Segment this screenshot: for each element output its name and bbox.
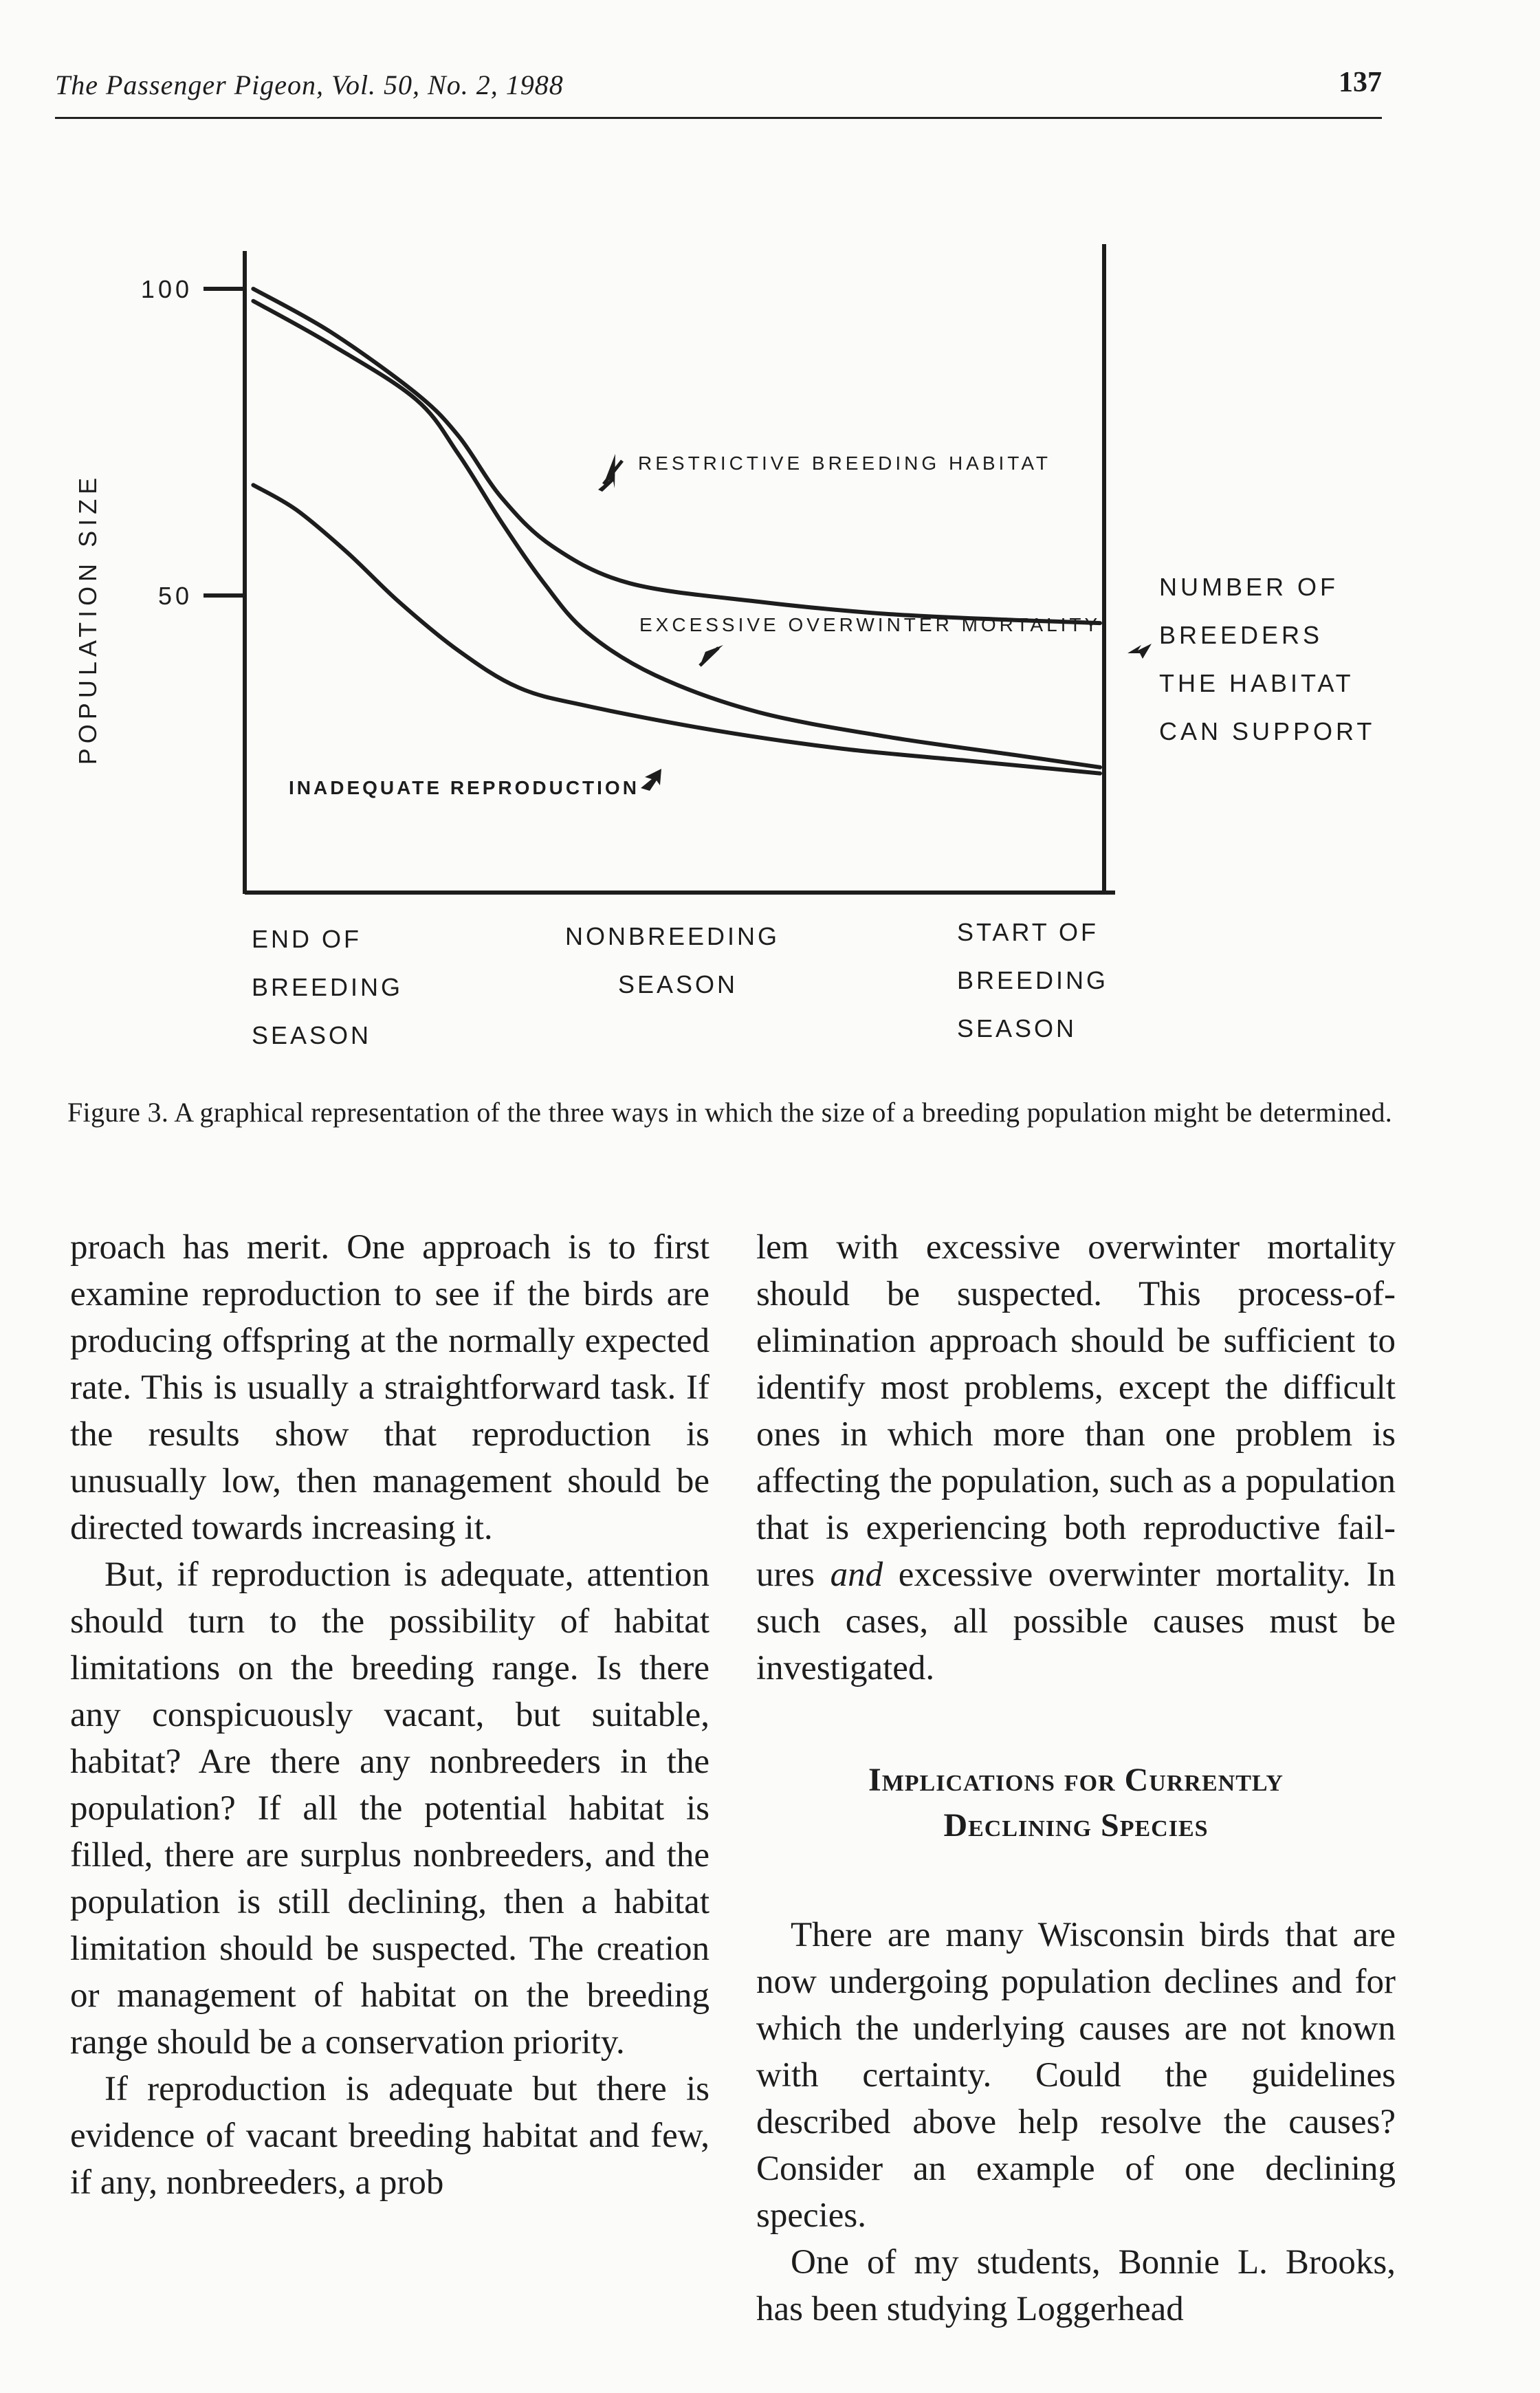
body-column-right — [756, 1224, 1396, 2332]
figure-caption: Figure 3. A graphical representation of the three ways in which the size of a breeding population might be determined. — [67, 1097, 1393, 1128]
x-category-line: SEASON — [957, 1014, 1077, 1042]
side-label-line-1: NUMBER OF — [1159, 573, 1339, 601]
side-label-line-2: BREEDERS — [1159, 621, 1323, 649]
paragraph: One of my students, Bonnie L. Brooks, has been studying Loggerhead — [756, 2243, 1396, 2328]
x-category-line: SEASON — [617, 970, 738, 998]
text-run: excessive overwinter mortality. In such cases, all possible causes must be investigated. — [756, 1555, 1396, 1687]
paragraph: But, if reproduction is adequate, attention should turn to the possibility of habitat limitations on the breeding range. Is there any conspicuously vacant, but suitable, habitat? Are there any nonbreeders in the population? If all the potential habitat is filled, there are surplus nonbreeders, and the population is still declining, then a habitat limitation should be suspected. The creation or management of habitat on the breeding range should be a conservation priority. — [70, 1555, 710, 2062]
series-line-2 — [253, 301, 1100, 767]
side-label-line-4: CAN SUPPORT — [1159, 717, 1376, 745]
x-category-line: BREEDING — [957, 966, 1109, 994]
x-category-line: BREEDING — [252, 973, 404, 1001]
paragraph: If reproduction is adequate but there is evidence of vacant breeding habitat and few, if any, nonbreeders, a prob — [70, 2070, 710, 2202]
carrying-capacity-label — [1128, 573, 1375, 745]
section-heading-line: Implications for Currently — [868, 1762, 1284, 1798]
y-tick-label: 50 — [157, 582, 192, 610]
annotation-reproduction — [289, 769, 661, 798]
section-heading — [756, 1758, 1396, 1848]
x-category-end-of-breeding — [252, 925, 403, 1049]
population-chart — [0, 0, 1540, 1073]
side-label-line-3: THE HABITAT — [1159, 669, 1354, 697]
annotation-overwinter — [639, 614, 1101, 666]
y-axis-label: POPULATION SIZE — [74, 472, 102, 765]
paragraph: proach has merit. One approach is to first examine reproduction to see if the birds are producing offspring at the normally expected rate. This is usually a straightforward task. If the results show that reproduction is unusually low, then management should be directed towards increasing it. — [70, 1228, 710, 1547]
text-run: lem with excessive overwinter mortality should be suspected. This process-of-elimination approach should be sufficient to identify most problems, except the difficult ones in which more than one problem is affecting the population, such as a population that is experiencing both reproductive failures — [756, 1228, 1396, 1594]
arrow-icon — [641, 769, 661, 791]
x-category-line: SEASON — [252, 1021, 372, 1049]
x-category-line: START OF — [957, 918, 1099, 946]
x-category-start-of-breeding — [957, 918, 1108, 1042]
x-category-line: NONBREEDING — [564, 922, 780, 950]
section-heading-line: Declining Species — [943, 1807, 1209, 1844]
x-category-nonbreeding — [565, 922, 780, 998]
page-number: 137 — [1339, 67, 1382, 98]
body-column-left — [70, 1224, 710, 2206]
annotation-restrictive-label: RESTRICTIVE BREEDING HABITAT — [638, 452, 1052, 474]
annotation-overwinter-label: EXCESSIVE OVERWINTER MORTALITY — [639, 614, 1101, 635]
journal-title: The Passenger Pigeon, Vol. 50, No. 2, 1988 — [55, 69, 564, 100]
annotation-restrictive — [598, 452, 1051, 492]
y-tick-label: 100 — [140, 275, 192, 303]
annotation-reproduction-label: INADEQUATE REPRODUCTION — [289, 777, 639, 798]
paragraph: There are many Wisconsin birds that are now undergoing population declines and for which the underlying causes are not known with certainty. Could the guidelines described above help resolve the causes? Consider an example of one declining species. — [756, 1916, 1396, 2235]
arrow-icon — [1128, 644, 1152, 659]
x-category-line: END OF — [252, 925, 362, 953]
emphasis: and — [830, 1555, 883, 1594]
paragraph — [756, 1224, 1396, 1692]
